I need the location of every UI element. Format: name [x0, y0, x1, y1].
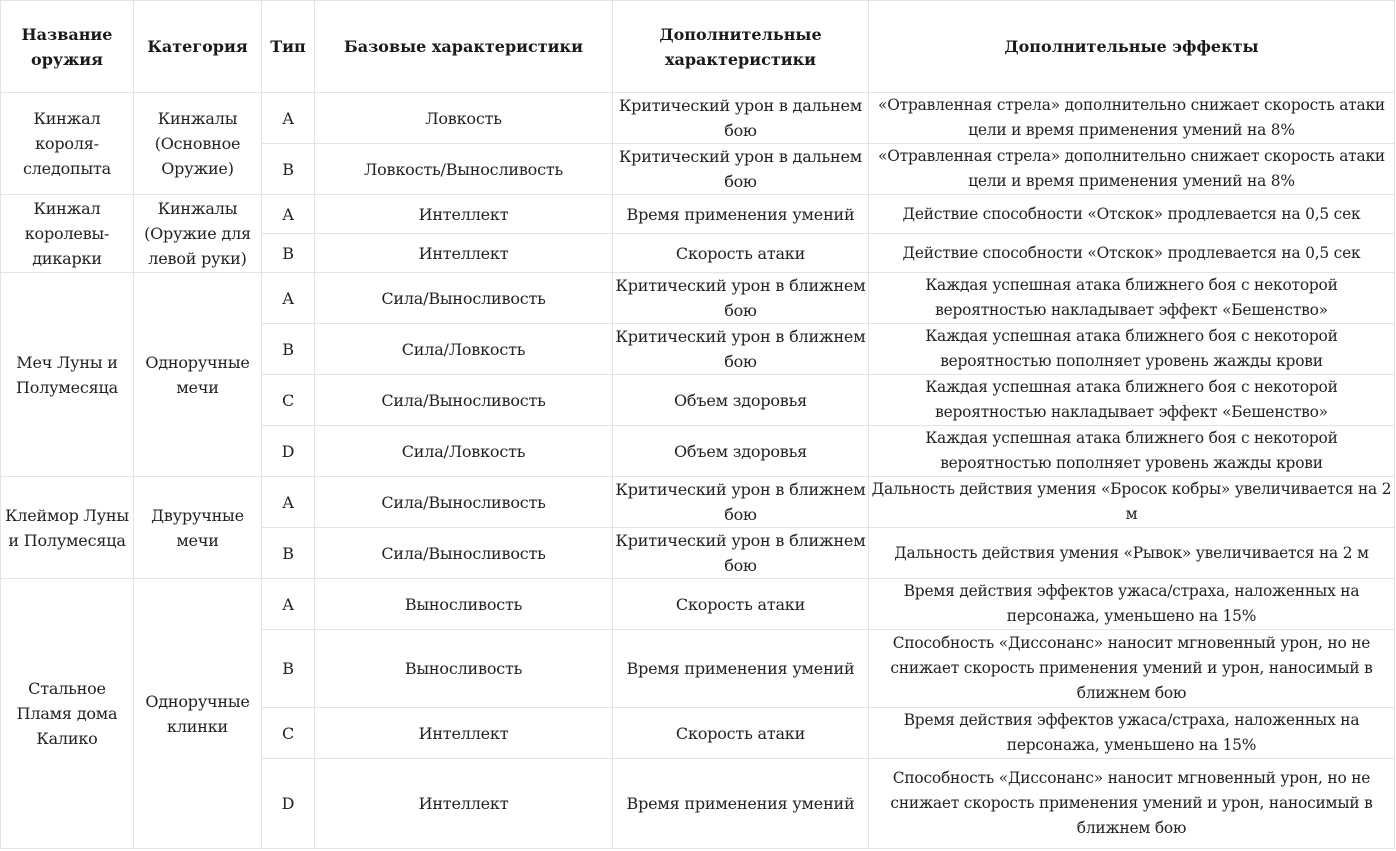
variant-type-cell: C — [262, 708, 315, 759]
extra-effect-cell: Время действия эффектов ужаса/страха, наложенных на персонажа, уменьшено на 15% — [869, 579, 1395, 630]
extra-stats-cell: Объем здоровья — [613, 375, 869, 426]
variant-type-cell: A — [262, 477, 315, 528]
table-row — [1, 579, 1395, 630]
extra-stats-cell: Критический урон в ближнем бою — [613, 528, 869, 579]
table-row — [1, 93, 1395, 144]
header-row — [1, 1, 1395, 93]
extra-stats-cell: Скорость атаки — [613, 579, 869, 630]
variant-type-cell: B — [262, 630, 315, 708]
extra-effect-cell: Время действия эффектов ужаса/страха, наложенных на персонажа, уменьшено на 15% — [869, 708, 1395, 759]
extra-stats-cell: Скорость атаки — [613, 708, 869, 759]
base-stats-cell: Сила/Выносливость — [315, 375, 613, 426]
extra-effect-cell: Действие способности «Отскок» продлевается на 0,5 сек — [869, 234, 1395, 273]
header-category: Категория — [134, 1, 262, 93]
base-stats-cell: Интеллект — [315, 708, 613, 759]
table-row — [1, 273, 1395, 324]
weapon-category-cell: Одноручные клинки — [134, 579, 262, 849]
base-stats-cell: Интеллект — [315, 195, 613, 234]
weapon-name-cell: Клеймор Луны и Полумесяца — [1, 477, 134, 579]
base-stats-cell: Сила/Выносливость — [315, 273, 613, 324]
extra-stats-cell: Объем здоровья — [613, 426, 869, 477]
extra-effect-cell: Способность «Диссонанс» наносит мгновенный урон, но не снижает скорость применения умений и урон, наносимый в ближнем бою — [869, 759, 1395, 849]
extra-effect-cell: Способность «Диссонанс» наносит мгновенный урон, но не снижает скорость применения умений и урон, наносимый в ближнем бою — [869, 630, 1395, 708]
base-stats-cell: Ловкость — [315, 93, 613, 144]
base-stats-cell: Выносливость — [315, 579, 613, 630]
table-body — [1, 93, 1395, 849]
base-stats-cell: Выносливость — [315, 630, 613, 708]
variant-type-cell: B — [262, 528, 315, 579]
extra-effect-cell: Дальность действия умения «Рывок» увеличивается на 2 м — [869, 528, 1395, 579]
extra-effect-cell: Каждая успешная атака ближнего боя с некоторой вероятностью пополняет уровень жажды крови — [869, 324, 1395, 375]
header-extra-stats: Дополнительные характеристики — [613, 1, 869, 93]
variant-type-cell: A — [262, 195, 315, 234]
weapon-name-cell: Меч Луны и Полумесяца — [1, 273, 134, 477]
header-type: Тип — [262, 1, 315, 93]
weapon-name-cell: Стальное Пламя дома Калико — [1, 579, 134, 849]
extra-stats-cell: Критический урон в ближнем бою — [613, 273, 869, 324]
weapon-category-cell: Одноручные мечи — [134, 273, 262, 477]
base-stats-cell: Сила/Ловкость — [315, 324, 613, 375]
extra-effect-cell: Каждая успешная атака ближнего боя с некоторой вероятностью накладывает эффект «Бешенство» — [869, 375, 1395, 426]
extra-effect-cell: Действие способности «Отскок» продлевается на 0,5 сек — [869, 195, 1395, 234]
extra-effect-cell: «Отравленная стрела» дополнительно снижает скорость атаки цели и время применения умений на 8% — [869, 93, 1395, 144]
extra-stats-cell: Критический урон в ближнем бою — [613, 324, 869, 375]
variant-type-cell: B — [262, 234, 315, 273]
variant-type-cell: A — [262, 273, 315, 324]
base-stats-cell: Интеллект — [315, 234, 613, 273]
header-base-stats: Базовые характеристики — [315, 1, 613, 93]
extra-stats-cell: Скорость атаки — [613, 234, 869, 273]
variant-type-cell: D — [262, 426, 315, 477]
extra-stats-cell: Критический урон в дальнем бою — [613, 93, 869, 144]
base-stats-cell: Сила/Выносливость — [315, 477, 613, 528]
weapon-category-cell: Двуручные мечи — [134, 477, 262, 579]
base-stats-cell: Сила/Выносливость — [315, 528, 613, 579]
header-extra-effects: Дополнительные эффекты — [869, 1, 1395, 93]
variant-type-cell: B — [262, 324, 315, 375]
extra-stats-cell: Время применения умений — [613, 630, 869, 708]
table-row — [1, 477, 1395, 528]
variant-type-cell: C — [262, 375, 315, 426]
variant-type-cell: A — [262, 579, 315, 630]
variant-type-cell: A — [262, 93, 315, 144]
variant-type-cell: D — [262, 759, 315, 849]
base-stats-cell: Сила/Ловкость — [315, 426, 613, 477]
extra-stats-cell: Время применения умений — [613, 195, 869, 234]
base-stats-cell: Интеллект — [315, 759, 613, 849]
variant-type-cell: B — [262, 144, 315, 195]
base-stats-cell: Ловкость/Выносливость — [315, 144, 613, 195]
extra-stats-cell: Критический урон в ближнем бою — [613, 477, 869, 528]
weapon-name-cell: Кинжал королевы-дикарки — [1, 195, 134, 273]
weapon-category-cell: Кинжалы (Оружие для левой руки) — [134, 195, 262, 273]
header-weapon-name: Название оружия — [1, 1, 134, 93]
extra-effect-cell: «Отравленная стрела» дополнительно снижает скорость атаки цели и время применения умений на 8% — [869, 144, 1395, 195]
extra-effect-cell: Дальность действия умения «Бросок кобры» увеличивается на 2 м — [869, 477, 1395, 528]
weapon-category-cell: Кинжалы (Основное Оружие) — [134, 93, 262, 195]
extra-effect-cell: Каждая успешная атака ближнего боя с некоторой вероятностью накладывает эффект «Бешенство» — [869, 273, 1395, 324]
weapon-name-cell: Кинжал короля-следопыта — [1, 93, 134, 195]
table-row — [1, 195, 1395, 234]
extra-stats-cell: Время применения умений — [613, 759, 869, 849]
extra-stats-cell: Критический урон в дальнем бою — [613, 144, 869, 195]
extra-effect-cell: Каждая успешная атака ближнего боя с некоторой вероятностью пополняет уровень жажды крови — [869, 426, 1395, 477]
